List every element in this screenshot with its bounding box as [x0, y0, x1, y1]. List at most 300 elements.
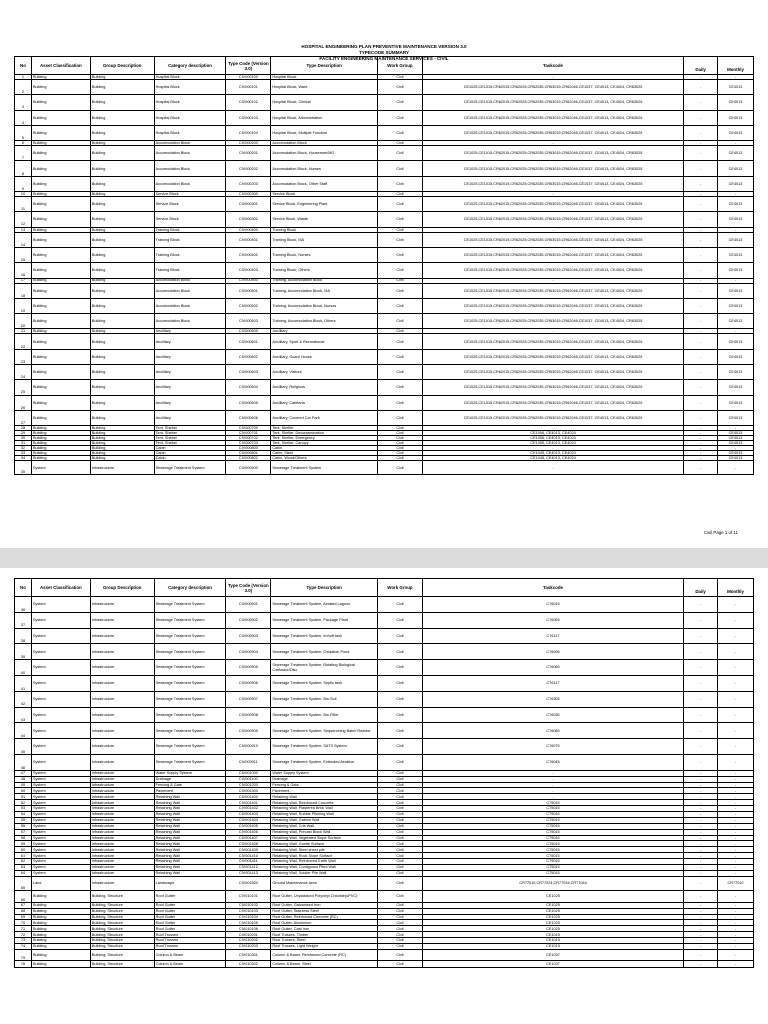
type-description-cell: Roof Trusses, Steel: [271, 938, 378, 943]
table-row: [15, 692, 753, 708]
work-group-cell: Civil: [378, 871, 423, 876]
table-row: [15, 248, 753, 263]
no-cell: 57: [15, 830, 32, 835]
no-cell: 63: [15, 865, 32, 870]
no-cell: 2: [15, 80, 32, 94]
type-code-cell: CIV000101: [226, 80, 271, 94]
no-cell: 26: [15, 396, 32, 410]
type-description-cell: Roof Gutter, Reinforced Concrete (RC): [271, 915, 378, 920]
type-description-cell: Retaining Wall, Steel sheet pile: [271, 847, 378, 852]
monthly-cell: CE4013: [728, 436, 743, 441]
taskcode-cell: CE1056, CE4013, CE4024: [423, 431, 684, 435]
work-group-cell: Civil: [378, 192, 423, 196]
asset-classification-cell: Building: [32, 938, 91, 943]
work-group-cell: Civil: [378, 783, 423, 788]
category-description-cell: Sewerage Treatment System: [155, 723, 227, 738]
no-cell: 75: [15, 950, 32, 960]
type-description-cell: Sewerage Treatment System, Oxidation Pond: [271, 644, 378, 659]
type-code-cell: CIV000901: [226, 597, 271, 612]
daily-cell: -: [684, 824, 718, 829]
column-header-monthly: Monthly: [727, 589, 744, 594]
category-description-cell: Hospital Block: [155, 95, 227, 109]
category-description-cell: Service Block: [155, 192, 227, 196]
type-description-cell: Retaining Wall, Precast Block Wall: [271, 830, 378, 835]
monthly-cell: -: [734, 859, 737, 864]
no-cell: 21: [15, 329, 32, 333]
type-code-cell: CIV000200: [226, 141, 271, 145]
daily-cell: -: [684, 597, 718, 612]
work-group-cell: Civil: [378, 279, 423, 283]
group-description-cell: Building: [91, 279, 155, 283]
work-group-cell: Civil: [378, 334, 423, 348]
type-description-cell: Hospital Block, Ward: [271, 80, 378, 94]
taskcode-cell: CE1056, CE4013, CE4024: [423, 441, 684, 445]
asset-classification-cell: Building: [32, 299, 91, 313]
asset-classification-cell: Building: [32, 950, 91, 960]
taskcode-cell: C76117: [423, 676, 684, 691]
no-cell: 28: [15, 426, 32, 430]
asset-classification-cell: Land: [32, 877, 91, 890]
category-description-cell: Sewerage Treatment System: [155, 613, 227, 628]
taskcode-cell: -: [423, 461, 684, 474]
taskcode-cell: CE1025,CE1015,CR62015,CR62025,CR62035,CR63015,CR62046,CE1037, CE4013, CE4024, CR63025: [423, 284, 684, 298]
daily-cell: -: [684, 284, 718, 298]
group-description-cell: Building, Structure: [91, 903, 155, 908]
work-group-cell: Civil: [378, 426, 423, 430]
work-group-cell: Civil: [378, 350, 423, 364]
monthly-cell: -: [734, 944, 737, 949]
asset-classification-cell: Building: [32, 279, 91, 283]
work-group-cell: Civil: [378, 597, 423, 612]
group-description-cell: Building: [91, 111, 155, 125]
taskcode-cell: -: [423, 75, 684, 79]
table-row: [15, 396, 753, 411]
document-page-2: [0, 568, 768, 1024]
monthly-cell: -: [734, 192, 737, 196]
no-cell: 56: [15, 824, 32, 829]
no-cell: 76: [15, 961, 32, 967]
taskcode-cell: CE1025,CE1015,CR62015,CR62025,CR62035,CR63015,CR62046,CE1037, CE4013, CE4024, CR63025: [423, 365, 684, 379]
type-code-cell: CIV000104: [226, 126, 271, 140]
daily-cell: -: [684, 411, 718, 425]
taskcode-cell: C75015: [423, 841, 684, 846]
taskcode-cell: CE1025,CE1015,CR62015,CR62025,CR62035,CR63015,CR62046,CE1037, CE4013, CE4024, CR63025: [423, 197, 684, 211]
monthly-cell: -: [734, 771, 737, 776]
group-description-cell: Building, Structure: [91, 938, 155, 943]
taskcode-cell: CE1025: [423, 920, 684, 925]
type-code-cell: CIV000500: [226, 279, 271, 283]
asset-classification-cell: Building: [32, 329, 91, 333]
type-code-cell: CIV000605: [226, 396, 271, 410]
no-cell: 40: [15, 660, 32, 675]
no-cell: 53: [15, 806, 32, 811]
type-description-cell: Pavement: [271, 788, 378, 793]
work-group-cell: Civil: [378, 865, 423, 870]
taskcode-cell: CE1025,CE1015,CR62015,CR62025,CR62035,CR63015,CR62046,CE1037, CE4013, CE4024, CR63025: [423, 334, 684, 348]
no-cell: 55: [15, 818, 32, 823]
group-description-cell: Infrastructure: [91, 836, 155, 841]
work-group-cell: Civil: [378, 396, 423, 410]
daily-cell: -: [684, 806, 718, 811]
group-description-cell: Building: [91, 299, 155, 313]
category-description-cell: Roof Trusses: [155, 938, 227, 943]
type-code-cell: CIV001402: [226, 806, 271, 811]
category-description-cell: Retaining Wall: [155, 800, 227, 805]
daily-cell: -: [684, 800, 718, 805]
no-cell: 34: [15, 456, 32, 460]
type-code-cell: CIV000604: [226, 380, 271, 394]
asset-classification-cell: System: [32, 723, 91, 738]
type-description-cell: Tent, Shelter, Canopy: [271, 441, 378, 445]
type-description-cell: Training, Accomodation Block, Nurses: [271, 299, 378, 313]
category-description-cell: Ancilliary: [155, 365, 227, 379]
monthly-cell: CE4013: [728, 253, 743, 258]
category-description-cell: Roof Gutter: [155, 926, 227, 931]
work-group-cell: Civil: [378, 380, 423, 394]
monthly-cell: CE4013: [728, 202, 743, 207]
no-cell: 8: [15, 161, 32, 175]
group-description-cell: Building, Structure: [91, 920, 155, 925]
taskcode-cell: CE1025: [423, 903, 684, 908]
group-description-cell: Building, Structure: [91, 915, 155, 920]
work-group-cell: Civil: [378, 436, 423, 440]
asset-classification-cell: Building: [32, 95, 91, 109]
asset-classification-cell: System: [32, 629, 91, 644]
work-group-cell: Civil: [378, 920, 423, 925]
work-group-cell: Civil: [378, 456, 423, 460]
group-description-cell: Building: [91, 426, 155, 430]
daily-cell: -: [684, 461, 718, 474]
type-description-cell: Sewerage Treatment System, Bio-Soil: [271, 692, 378, 707]
taskcode-cell: C76085: [423, 723, 684, 738]
type-code-cell: CIV000602: [226, 350, 271, 364]
type-code-cell: CIV001408: [226, 841, 271, 846]
taskcode-cell: -: [423, 771, 684, 776]
type-code-cell: CIV000202: [226, 161, 271, 175]
asset-classification-cell: Building: [32, 909, 91, 914]
taskcode-cell: CE1056, CE4013, CE4024: [423, 436, 684, 440]
taskcode-cell: CE1045, CE4013, CE4024: [423, 451, 684, 455]
type-code-cell: CIV000903: [226, 629, 271, 644]
category-description-cell: Hospital Block: [155, 80, 227, 94]
monthly-cell: -: [734, 681, 737, 686]
category-description-cell: Drainage: [155, 777, 227, 782]
category-description-cell: Roof Gutter: [155, 891, 227, 902]
asset-classification-cell: Building: [32, 126, 91, 140]
group-description-cell: Building: [91, 451, 155, 455]
no-cell: 35: [15, 461, 32, 474]
type-code-cell: CIV000402: [226, 248, 271, 262]
asset-classification-cell: System: [32, 755, 91, 770]
daily-cell: -: [684, 111, 718, 125]
title-line-2: TYPECODE SUMMARY: [358, 50, 410, 55]
daily-cell: -: [684, 830, 718, 835]
type-code-cell: CIV001407: [226, 836, 271, 841]
category-description-cell: Retaining Wall: [155, 830, 227, 835]
monthly-cell: CE4013: [728, 441, 743, 446]
asset-classification-cell: Building: [32, 396, 91, 410]
type-code-cell: CIV000503: [226, 314, 271, 328]
type-code-cell: CIV000203: [226, 177, 271, 191]
monthly-cell: CE4013: [728, 370, 743, 375]
work-group-cell: Civil: [378, 75, 423, 79]
monthly-cell: -: [734, 920, 737, 925]
asset-classification-cell: Building: [32, 431, 91, 435]
no-cell: 51: [15, 794, 32, 799]
group-description-cell: Infrastructure: [91, 708, 155, 723]
daily-cell: -: [684, 126, 718, 140]
table-row: [15, 411, 753, 426]
daily-cell: -: [684, 794, 718, 799]
column-header-category: Category description: [155, 57, 227, 74]
group-description-cell: Infrastructure: [91, 800, 155, 805]
category-description-cell: Roof Gutter: [155, 920, 227, 925]
category-description-cell: Hospital Block: [155, 126, 227, 140]
taskcode-cell: CE1025: [423, 915, 684, 920]
taskcode-cell: -: [423, 329, 684, 333]
no-cell: 60: [15, 847, 32, 852]
type-code-cell: CIV000902: [226, 613, 271, 628]
table-row: [15, 891, 753, 903]
asset-classification-cell: System: [32, 794, 91, 799]
daily-cell: -: [684, 853, 718, 858]
taskcode-cell: CE1025: [423, 926, 684, 931]
asset-classification-cell: System: [32, 597, 91, 612]
type-description-cell: Cabin: [271, 446, 378, 450]
asset-classification-cell: Building: [32, 350, 91, 364]
group-description-cell: Infrastructure: [91, 629, 155, 644]
category-description-cell: Accomodation Block: [155, 146, 227, 160]
asset-classification-cell: System: [32, 806, 91, 811]
daily-cell: -: [684, 660, 718, 675]
column-header-group: Group Description: [91, 57, 155, 74]
daily-cell: -: [684, 431, 718, 435]
taskcode-cell: C75015: [423, 871, 684, 876]
type-description-cell: Hospital Block, Multiple Function: [271, 126, 378, 140]
taskcode-cell: CE1025,CE1015,CR62015,CR62025,CR62035,CR63015,CR62046,CE1037, CE4013, CE4024, CR63025: [423, 126, 684, 140]
monthly-cell: -: [734, 329, 737, 334]
category-description-cell: Training Block: [155, 228, 227, 232]
work-group-cell: Civil: [378, 126, 423, 140]
type-description-cell: Retaining Wall, Gabion Wall: [271, 818, 378, 823]
type-code-cell: CIV000909: [226, 723, 271, 738]
category-description-cell: Retaining Wall: [155, 824, 227, 829]
category-description-cell: Retaining Wall: [155, 806, 227, 811]
no-cell: 19: [15, 299, 32, 313]
group-description-cell: Infrastructure: [91, 865, 155, 870]
category-description-cell: Sewerage Treatment System: [155, 676, 227, 691]
monthly-cell: -: [734, 788, 737, 793]
taskcode-cell: CE1025,CE1015,CR62015,CR62025,CR62035,CR63015,CR62046,CE1037, CE4013, CE4024, CR63025: [423, 314, 684, 328]
work-group-cell: Civil: [378, 938, 423, 943]
asset-classification-cell: Building: [32, 920, 91, 925]
column-header-taskcode: Taskcode: [423, 579, 684, 596]
category-description-cell: Sewerage Treatment System: [155, 660, 227, 675]
type-code-cell: CIV001200: [226, 783, 271, 788]
type-description-cell: Training, Accomodation Block, MA: [271, 284, 378, 298]
type-code-cell: CIV000908: [226, 708, 271, 723]
taskcode-cell: C75015: [423, 824, 684, 829]
daily-cell: -: [684, 263, 718, 277]
no-cell: 10: [15, 192, 32, 196]
category-description-cell: Accomodation Block: [155, 314, 227, 328]
asset-classification-cell: System: [32, 771, 91, 776]
asset-classification-cell: Building: [32, 926, 91, 931]
work-group-cell: Civil: [378, 660, 423, 675]
category-description-cell: Retaining Wall: [155, 871, 227, 876]
category-description-cell: Roof Gutter: [155, 903, 227, 908]
work-group-cell: Civil: [378, 451, 423, 455]
asset-classification-cell: System: [32, 692, 91, 707]
daily-cell: -: [684, 950, 718, 960]
work-group-cell: Civil: [378, 177, 423, 191]
work-group-cell: Civil: [378, 314, 423, 328]
group-description-cell: Infrastructure: [91, 818, 155, 823]
monthly-cell: -: [734, 777, 737, 781]
work-group-cell: Civil: [378, 431, 423, 435]
daily-cell: -: [684, 920, 718, 925]
group-description-cell: Infrastructure: [91, 794, 155, 799]
type-description-cell: Tent, Shelter, Decontamination: [271, 431, 378, 435]
daily-cell: -: [684, 865, 718, 870]
table-row: [15, 950, 753, 961]
no-cell: 36: [15, 597, 32, 612]
type-description-cell: Hospital Block, Clinical: [271, 95, 378, 109]
title-line-1: HOSPITAL ENGINEERING PLAN PREVENTIVE MAINTENANCE VERSION 3.0: [301, 44, 467, 49]
group-description-cell: Building: [91, 314, 155, 328]
type-description-cell: Accomodation Block, Housemen/MO: [271, 146, 378, 160]
asset-classification-cell: Building: [32, 177, 91, 191]
table-row: [15, 755, 753, 771]
type-code-cell: CIV000906: [226, 676, 271, 691]
page-footer: Civil Page 1 of 11: [703, 530, 738, 535]
category-description-cell: Water Supply System: [155, 771, 227, 776]
type-code-cell: CIV001404: [226, 818, 271, 823]
daily-cell: -: [684, 197, 718, 211]
monthly-cell: -: [734, 760, 737, 765]
category-description-cell: Cabin: [155, 446, 227, 450]
type-description-cell: Tent, Shelter, Emergency: [271, 436, 378, 440]
daily-cell: -: [684, 451, 718, 455]
daily-cell: -: [684, 350, 718, 364]
column-header-type-code: Type Code (Version 3.0): [226, 57, 271, 74]
asset-classification-cell: System: [32, 824, 91, 829]
type-description-cell: Service Block: [271, 192, 378, 196]
taskcode-cell: C76117: [423, 629, 684, 644]
work-group-cell: Civil: [378, 859, 423, 864]
type-description-cell: Column & Beam, Steel: [271, 961, 378, 967]
taskcode-cell: CE1025,CE1015,CR62015,CR62025,CR62035,CR63015,CR62046,CE1037, CE4013, CE4024, CR63025: [423, 380, 684, 394]
taskcode-cell: C75015: [423, 830, 684, 835]
type-code-cell: CIV000900: [226, 461, 271, 474]
no-cell: 66: [15, 891, 32, 902]
daily-cell: -: [684, 915, 718, 920]
asset-classification-cell: System: [32, 800, 91, 805]
work-group-cell: Civil: [378, 812, 423, 817]
type-description-cell: Ancilliary, Religious: [271, 380, 378, 394]
type-code-cell: CIV000701: [226, 431, 271, 435]
daily-cell: -: [684, 334, 718, 348]
no-cell: 4: [15, 111, 32, 125]
asset-classification-cell: System: [32, 818, 91, 823]
category-description-cell: Sewerage Treatment System: [155, 692, 227, 707]
monthly-cell: -: [734, 227, 737, 232]
group-description-cell: Building: [91, 263, 155, 277]
taskcode-cell: C75015: [423, 847, 684, 852]
monthly-cell: -: [734, 465, 737, 470]
asset-classification-cell: System: [32, 461, 91, 474]
table-row: [15, 177, 753, 192]
group-description-cell: Building: [91, 334, 155, 348]
taskcode-cell: CE1025,CE1015,CR62015,CR62025,CR62035,CR63015,CR62046,CE1037, CE4013, CE4024, CR63025: [423, 212, 684, 226]
type-code-cell: CIV000802: [226, 456, 271, 460]
type-description-cell: Drainage: [271, 777, 378, 782]
work-group-cell: Civil: [378, 903, 423, 908]
category-description-cell: Accomodation Block: [155, 141, 227, 145]
type-code-cell: CIV001500: [226, 877, 271, 890]
type-description-cell: Service Block, Waste: [271, 212, 378, 226]
asset-classification-cell: Building: [32, 903, 91, 908]
monthly-cell: -: [734, 728, 737, 733]
work-group-cell: Civil: [378, 841, 423, 846]
work-group-cell: Civil: [378, 161, 423, 175]
type-description-cell: Accomodation Block, Nurses: [271, 161, 378, 175]
type-code-cell: CIV010101: [226, 891, 271, 902]
taskcode-cell: C76045: [423, 755, 684, 770]
daily-cell: -: [684, 141, 718, 145]
type-description-cell: Sewerage Treatment System, Package Plant: [271, 613, 378, 628]
monthly-cell: CE4013: [728, 354, 743, 359]
table-row: [15, 314, 753, 329]
no-cell: 64: [15, 871, 32, 876]
taskcode-cell: CE1025,CE1015,CR62015,CR62025,CR62035,CR63015,CR62046,CE1037, CE4013, CE4024, CR63025: [423, 299, 684, 313]
no-cell: 47: [15, 771, 32, 776]
type-code-cell: CIV000911: [226, 755, 271, 770]
monthly-cell: -: [734, 847, 737, 852]
asset-classification-cell: System: [32, 841, 91, 846]
column-header-no: No: [15, 57, 32, 74]
category-description-cell: Retaining Wall: [155, 841, 227, 846]
no-cell: 24: [15, 365, 32, 379]
no-cell: 32: [15, 446, 32, 450]
category-description-cell: Sewerage Treatment System: [155, 629, 227, 644]
typecode-table-page-1: [14, 56, 754, 475]
category-description-cell: Ancilliary: [155, 350, 227, 364]
daily-cell: -: [684, 233, 718, 247]
taskcode-cell: C75015: [423, 853, 684, 858]
daily-cell: -: [684, 95, 718, 109]
asset-classification-cell: Building: [32, 314, 91, 328]
table-row: [15, 461, 753, 474]
type-description-cell: Hospital Block: [271, 75, 378, 79]
taskcode-cell: C75015: [423, 800, 684, 805]
work-group-cell: Civil: [378, 248, 423, 262]
type-code-cell: CIV000907: [226, 692, 271, 707]
monthly-cell: -: [734, 278, 737, 283]
no-cell: 59: [15, 841, 32, 846]
type-description-cell: Column & Beam, Reinforced Concrete (RC): [271, 950, 378, 960]
asset-classification-cell: Building: [32, 334, 91, 348]
daily-cell: -: [684, 426, 718, 430]
daily-cell: -: [684, 841, 718, 846]
monthly-cell: -: [734, 744, 737, 749]
daily-cell: -: [684, 836, 718, 841]
work-group-cell: Civil: [378, 818, 423, 823]
no-cell: 3: [15, 95, 32, 109]
table-row: [15, 233, 753, 248]
daily-cell: -: [684, 228, 718, 232]
work-group-cell: Civil: [378, 830, 423, 835]
